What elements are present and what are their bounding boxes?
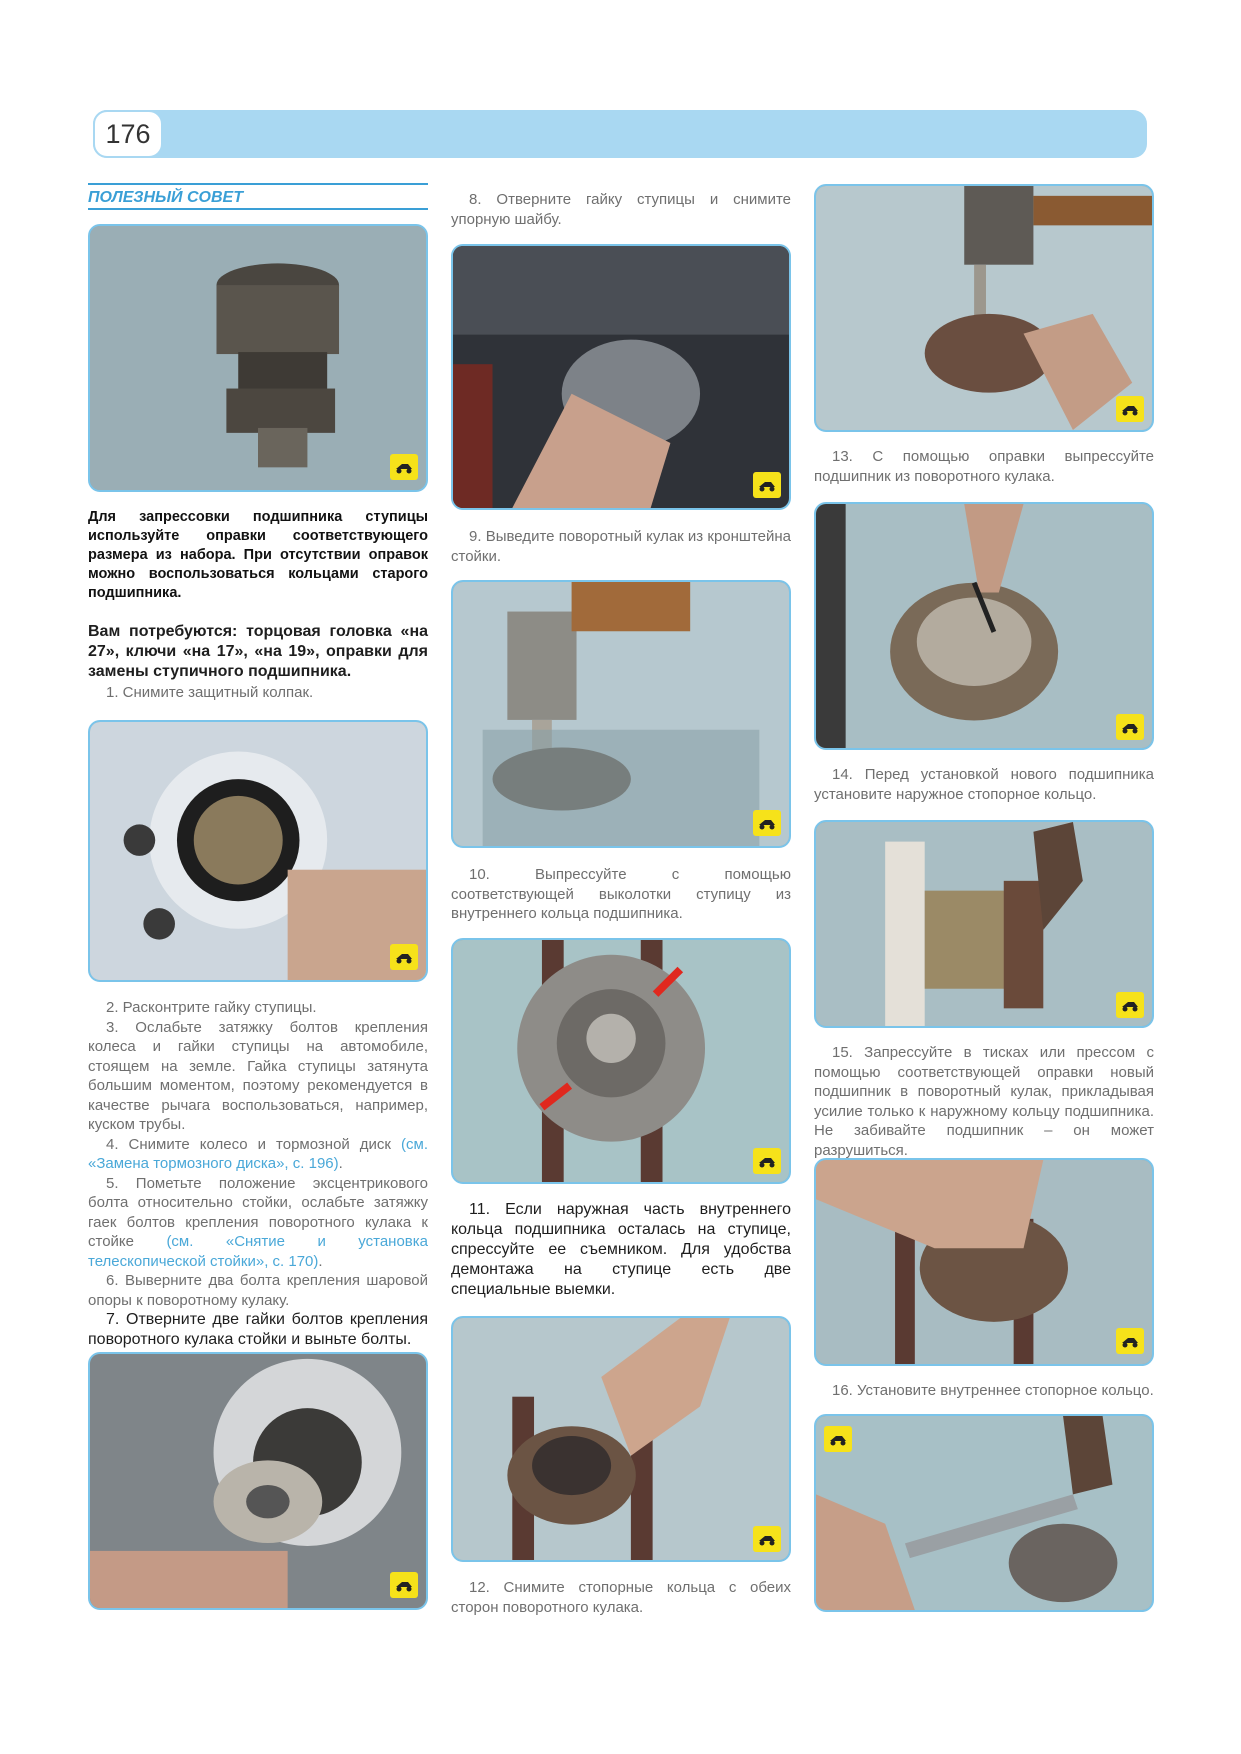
- step-4-end: .: [338, 1155, 343, 1172]
- step-5-end: .: [318, 1252, 323, 1270]
- photo-hub-cap: [88, 720, 428, 982]
- photo-nut-removal: [88, 1352, 428, 1610]
- tools-required: Вам потребуются: торцовая головка «на 27», ключи «на 17», «на 19», оправки для замены ступичного подшипника.: [88, 623, 428, 680]
- step-4-text: 4. Снимите колесо и тормозной диск: [106, 1135, 402, 1153]
- photo-outer-circlip: [814, 502, 1154, 750]
- photo-hub-install: [814, 1414, 1154, 1612]
- tool-badge-icon: [753, 472, 781, 498]
- step-9: 9. Выведите поворотный кулак из кронштейна стойки.: [451, 528, 791, 565]
- tip-rule-bottom: [88, 208, 428, 210]
- photo-mandrel-tool: [88, 224, 428, 492]
- photo-hub-grooves: [451, 938, 791, 1184]
- step-5-text: 5. Пометьте положение эксцентрикового болта относительно стойки, ослабьте затяжку гаек болтов крепления поворотного кулака к стойке: [88, 1174, 428, 1250]
- photo-bearing-press-out: [814, 184, 1154, 432]
- step-11: 11. Если наружная часть внутреннего кольца подшипника осталась на ступице, спрессуйте ее съемником. Для удобства демонтажа на ступице есть две специальные выемки.: [451, 1201, 791, 1298]
- photo-circlip-removal: [451, 1316, 791, 1562]
- tool-badge-icon: [753, 1148, 781, 1174]
- tool-badge-icon: [390, 944, 418, 970]
- steps-2-7: [88, 998, 428, 1350]
- step-3: 3. Ослабьте затяжку болтов крепления колеса и гайки ступицы на автомобиле, стоящем на земле. Гайка ступицы затянута большим моментом, поэтому рекомендуется в качестве рычага воспользоваться, например, куском трубы.: [88, 1018, 428, 1133]
- step-2: 2. Расконтрите гайку ступицы.: [106, 999, 317, 1016]
- tool-badge-icon: [1116, 714, 1144, 740]
- step-5-reference-link[interactable]: (см. «Снятие и установка телескопической стойки», с. 170): [88, 1233, 428, 1270]
- photo-knuckle-in-car: [451, 244, 791, 510]
- step-7: 7. Отверните две гайки болтов крепления поворотного кулака стойки и выньте болты.: [88, 1311, 428, 1348]
- tool-badge-icon: [753, 810, 781, 836]
- step-4-reference-link[interactable]: (см. «Замена тормозного диска», с. 196): [88, 1135, 428, 1172]
- tip-title: ПОЛЕЗНЫЙ СОВЕТ: [88, 189, 243, 206]
- tool-badge-icon: [390, 454, 418, 480]
- tool-badge-icon: [1116, 1328, 1144, 1354]
- photo-hub-press-out: [451, 580, 791, 848]
- tool-badge-icon: [1116, 396, 1144, 422]
- step-1: 1. Снимите защитный колпак.: [106, 684, 314, 701]
- page-number: 176: [93, 110, 163, 158]
- step-5: [88, 1174, 428, 1272]
- tip-text: Для запрессовки подшипника ступицы используйте оправки соответствующего размера из набора. При отсутствии оправок можно воспользоваться кольцами старого подшипника.: [88, 509, 428, 601]
- tool-badge-icon: [753, 1526, 781, 1552]
- photo-inner-circlip: [814, 1158, 1154, 1366]
- tool-badge-icon: [1116, 992, 1144, 1018]
- step-13: 13. С помощью оправки выпрессуйте подшипник из поворотного кулака.: [814, 448, 1154, 485]
- step-15: 15. Запрессуйте в тисках или прессом с помощью соответствующей оправки новый подшипник в поворотный кулак, прикладывая усилие только к наружному кольцу подшипника. Не забивайте подшипник – он может разрушиться.: [814, 1044, 1154, 1159]
- step-14: 14. Перед установкой нового подшипника установите наружное стопорное кольцо.: [814, 766, 1154, 803]
- tool-badge-icon: [390, 1572, 418, 1598]
- step-12: 12. Снимите стопорные кольца с обеих сторон поворотного кулака.: [451, 1579, 791, 1616]
- tool-badge-icon: [824, 1426, 852, 1452]
- step-4: [88, 1135, 428, 1174]
- step-8: 8. Отверните гайку ступицы и снимите упорную шайбу.: [451, 191, 791, 228]
- step-6: 6. Выверните два болта крепления шаровой опоры к поворотному кулаку.: [88, 1272, 428, 1309]
- photo-new-bearing-press: [814, 820, 1154, 1028]
- step-10: 10. Выпрессуйте с помощью соответствующей выколотки ступицу из внутреннего кольца подшипника.: [451, 866, 791, 922]
- page-header-bar: [93, 110, 1147, 158]
- step-16: 16. Установите внутреннее стопорное кольцо.: [832, 1382, 1154, 1399]
